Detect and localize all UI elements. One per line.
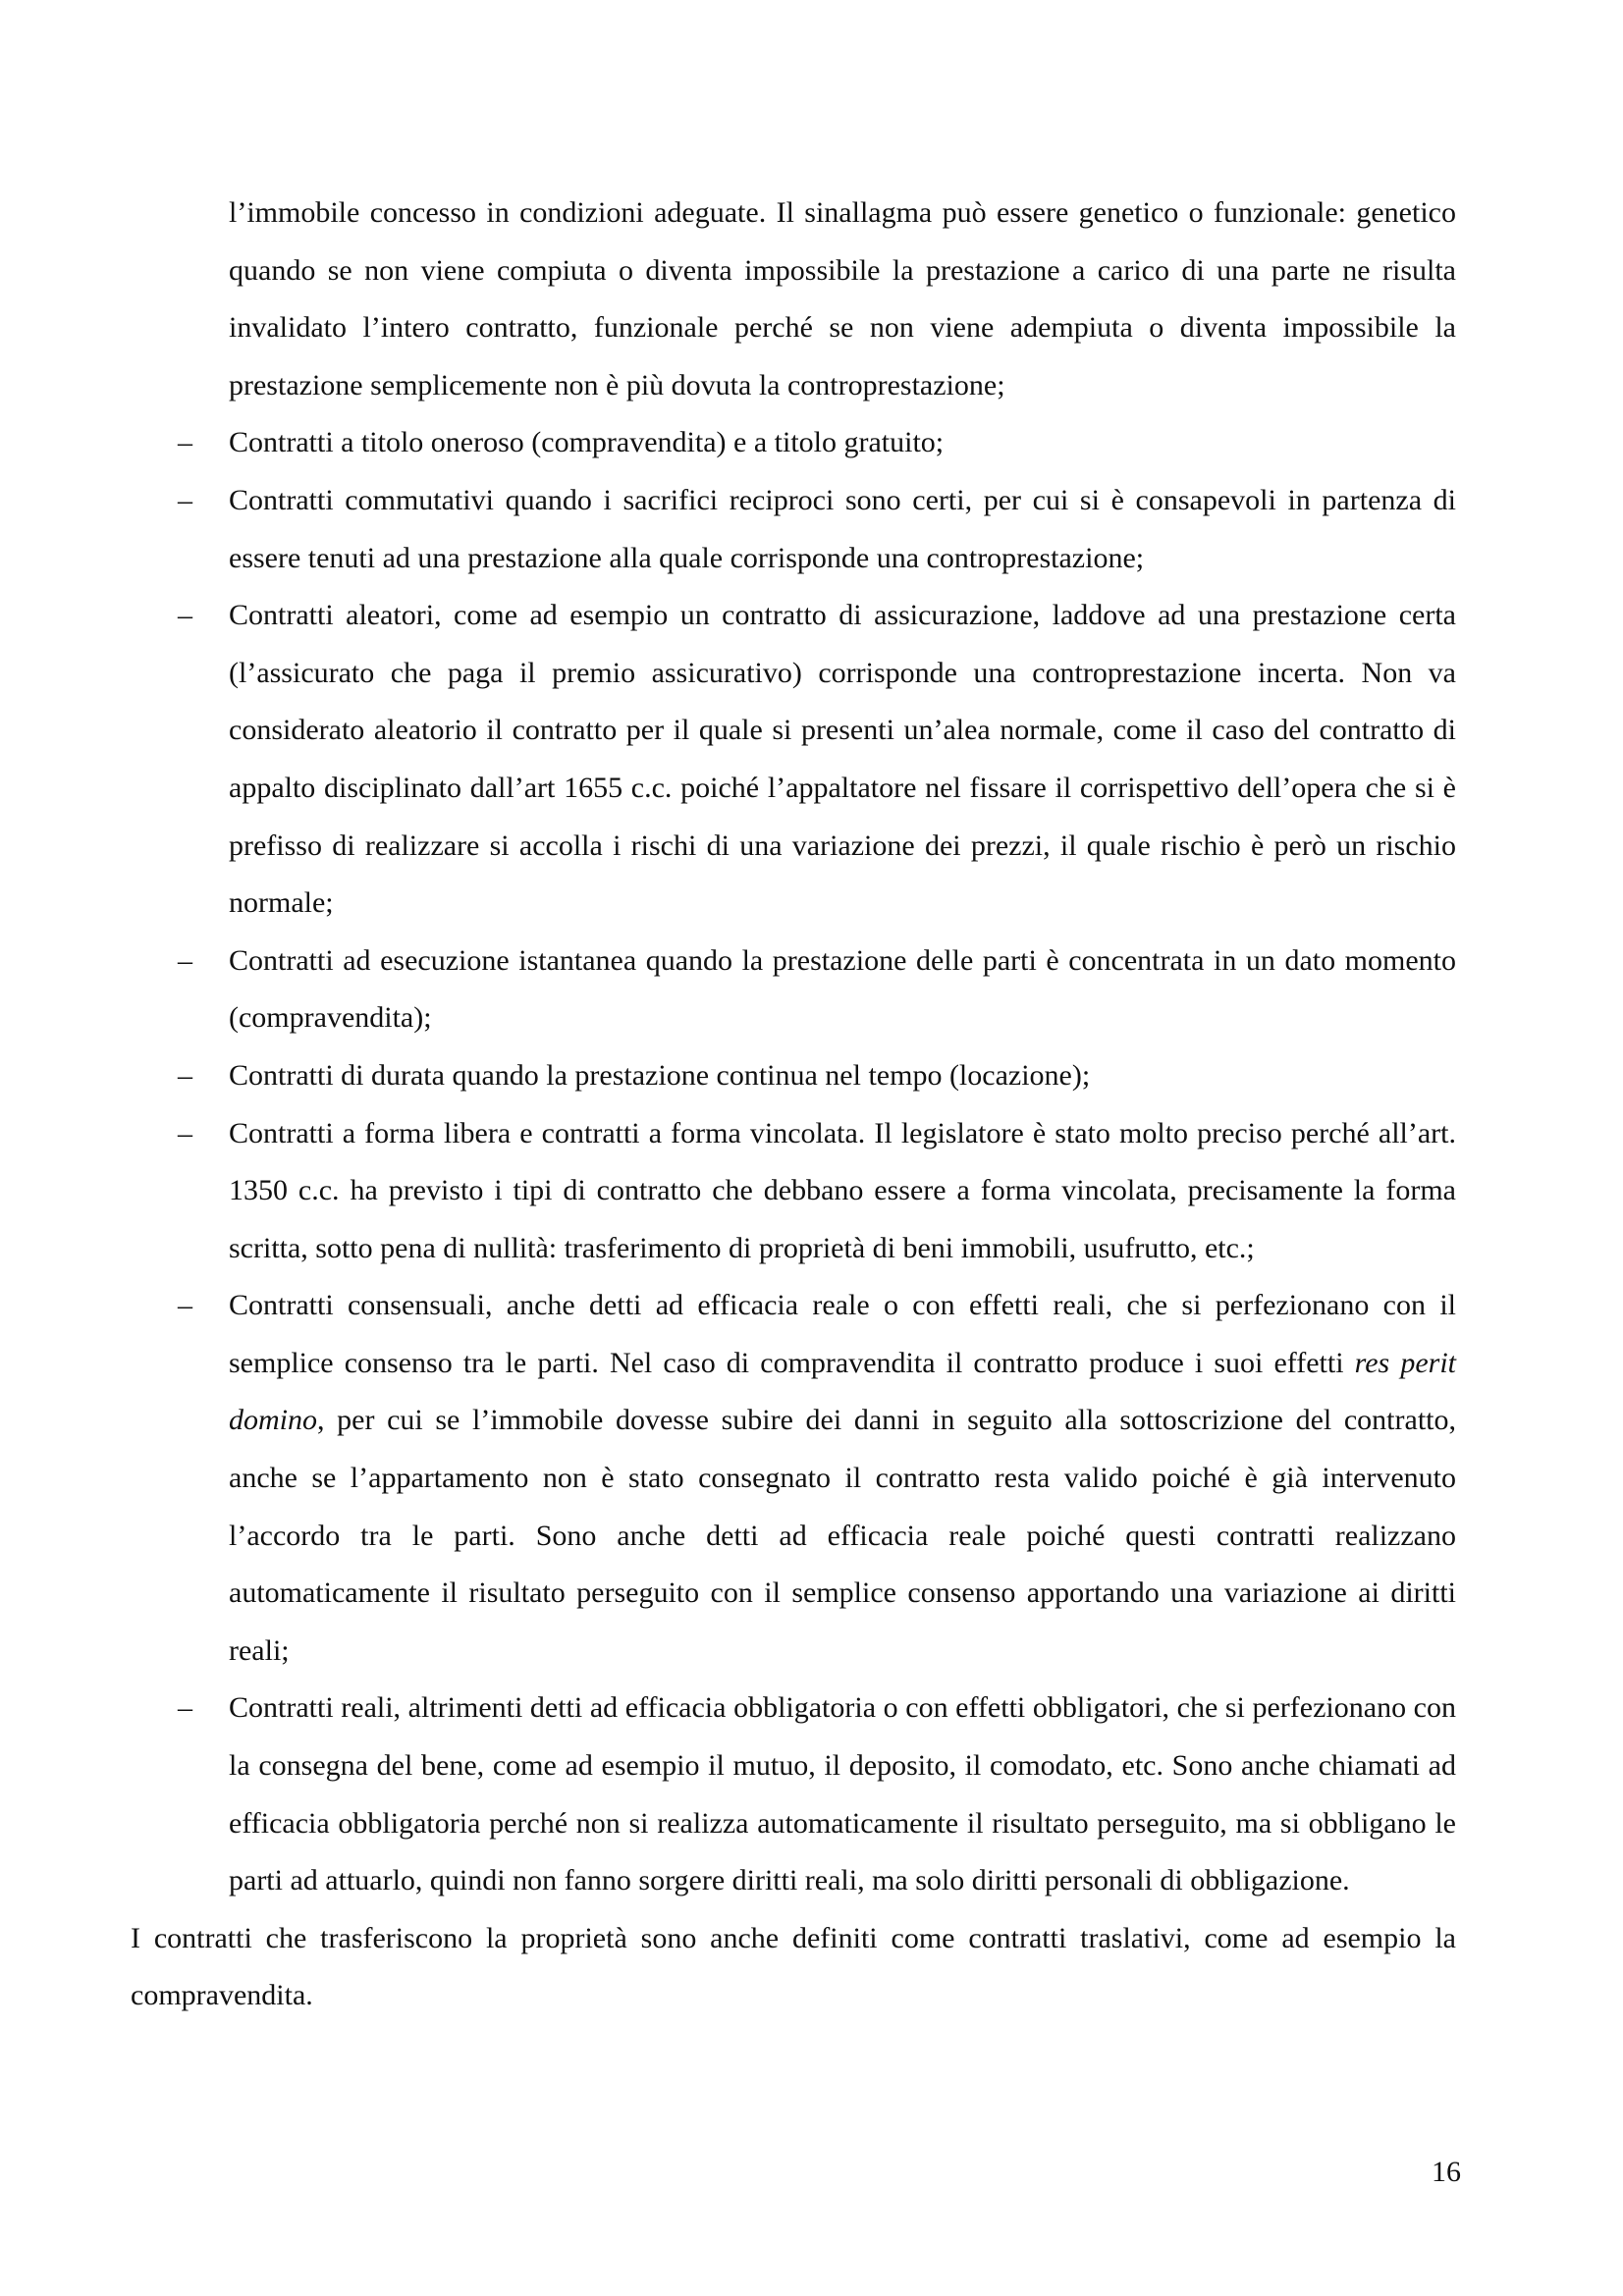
page-number: 16 xyxy=(1432,2156,1461,2188)
dash-bullet: – xyxy=(178,599,192,632)
contract-types-list xyxy=(131,414,1456,1909)
dash-bullet: – xyxy=(178,1116,192,1149)
document-page xyxy=(131,185,1456,2025)
list-item xyxy=(131,933,1456,1047)
dash-bullet: – xyxy=(178,1289,192,1322)
list-item xyxy=(131,1047,1456,1105)
list-item-text: Contratti reali, altrimenti detti ad efficacia obbligatoria o con effetti obbligatori, che si perfezionano con la consegna del bene, come ad esempio il mutuo, il deposito, il comodato, etc. Sono anche chiamati ad efficacia obbligatoria perché non si realizza automaticamente il risultato perseguito, ma si obbligano le parti ad attuarlo, quindi non fanno sorgere diritti reali, ma solo diritti personali di obbligazione. xyxy=(229,1691,1456,1897)
continuation-paragraph: l’immobile concesso in condizioni adeguate. Il sinallagma può essere genetico o funzionale: genetico quando se non viene compiuta o diventa impossibile la prestazione a carico di una parte ne risulta invalidato l’intero contratto, funzionale perché se non viene adempiuta o diventa impossibile la prestazione semplicemente non è più dovuta la controprestazione; xyxy=(229,196,1456,401)
list-item-text-before: Contratti consensuali, anche detti ad efficacia reale o con effetti reali, che si perfezionano con il semplice consenso tra le parti. Nel caso di compravendita il contratto produce i suoi effetti xyxy=(229,1289,1456,1379)
list-item-text: Contratti aleatori, come ad esempio un contratto di assicurazione, laddove ad una prestazione certa (l’assicurato che paga il premio assicurativo) corrisponde una controprestazione incerta. Non va considerato aleatorio il contratto per il quale si presenti un’alea normale, come il caso del contratto di appalto disciplinato dall’art 1655 c.c. poiché l’appaltatore nel fissare il corrispettivo dell’opera che si è prefisso di realizzare si accolla i rischi di una variazione dei prezzi, il quale rischio è però un rischio normale; xyxy=(229,599,1456,920)
list-item xyxy=(131,1277,1456,1680)
dash-bullet: – xyxy=(178,483,192,516)
dash-bullet: – xyxy=(178,1058,192,1092)
list-item xyxy=(131,587,1456,933)
list-item-text: Contratti ad esecuzione istantanea quando la prestazione delle parti è concentrata in un dato momento (compravendita); xyxy=(229,943,1456,1035)
closing-paragraph: I contratti che trasferiscono la proprietà sono anche definiti come contratti traslativi, come ad esempio la compravendita. xyxy=(131,1921,1456,2012)
list-item xyxy=(131,414,1456,472)
list-item xyxy=(131,472,1456,587)
list-item xyxy=(131,1105,1456,1278)
list-item-text: Contratti commutativi quando i sacrifici reciproci sono certi, per cui si è consapevoli in partenza di essere tenuti ad una prestazione alla quale corrisponde una controprestazione; xyxy=(229,483,1456,574)
list-item-text-after: , per cui se l’immobile dovesse subire dei danni in seguito alla sottoscrizione del contratto, anche se l’appartamento non è stato consegnato il contratto resta valido poiché è già intervenuto l’accordo tra le parti. Sono anche detti ad efficacia reale poiché questi contratti realizzano automaticamente il risultato perseguito con il semplice consenso apportando una variazione ai diritti reali; xyxy=(229,1404,1456,1667)
list-item-text: Contratti di durata quando la prestazione continua nel tempo (locazione); xyxy=(229,1058,1091,1092)
list-item-text: Contratti a forma libera e contratti a forma vincolata. Il legislatore è stato molto preciso perché all’art. 1350 c.c. ha previsto i tipi di contratto che debbano essere a forma vincolata, precisamente la forma scritta, sotto pena di nullità: trasferimento di proprietà di beni immobili, usufrutto, etc.; xyxy=(229,1116,1456,1264)
latin-phrase: res perit domino xyxy=(229,1346,1456,1437)
dash-bullet: – xyxy=(178,1691,192,1725)
dash-bullet: – xyxy=(178,943,192,977)
dash-bullet: – xyxy=(178,426,192,459)
list-item-text: Contratti a titolo oneroso (compravendita) e a titolo gratuito; xyxy=(229,426,945,459)
list-item xyxy=(131,1680,1456,1909)
